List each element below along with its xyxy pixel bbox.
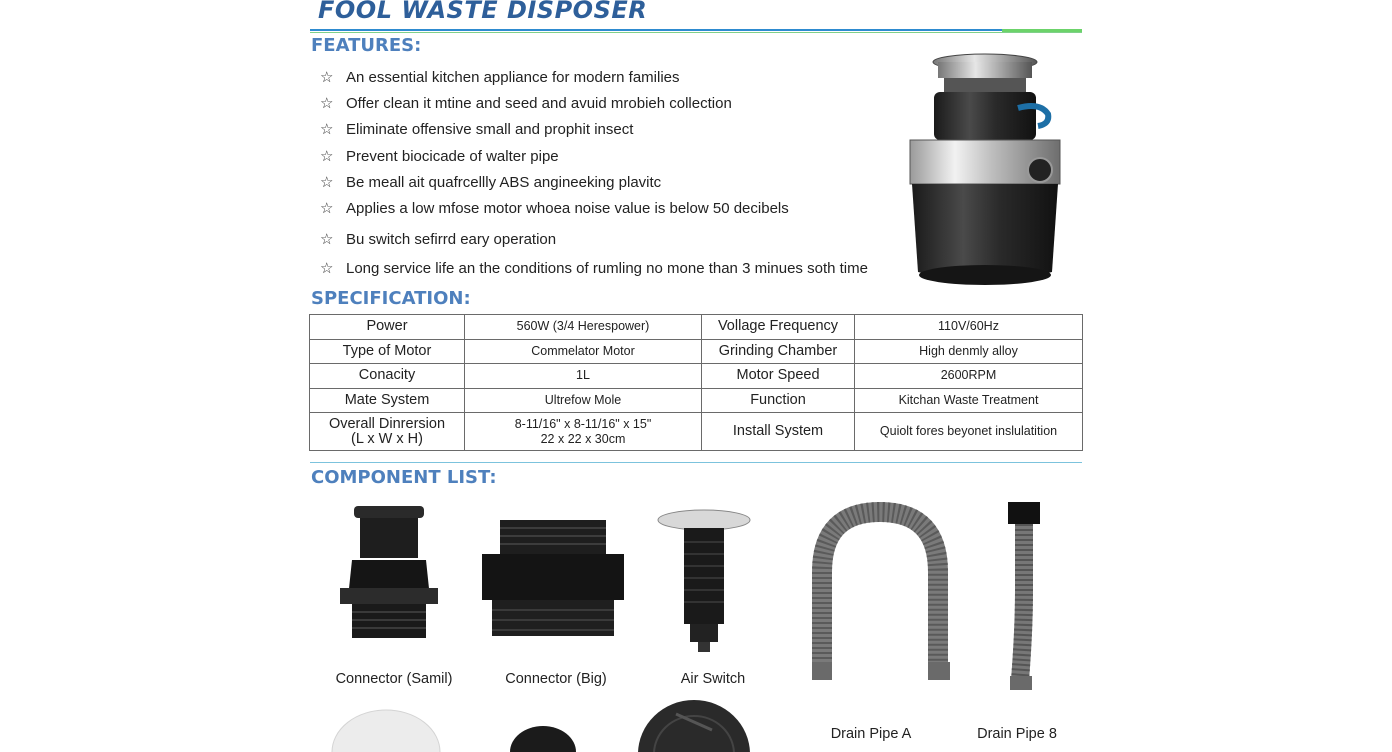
- specification-table: [309, 314, 1083, 451]
- spec-label: Function: [702, 388, 855, 413]
- specification-heading: SPECIFICATION:: [311, 288, 471, 309]
- star-outline-icon: ☆: [320, 200, 334, 217]
- star-outline-icon: ☆: [320, 260, 334, 277]
- feature-item: ☆ Long service life an the conditions of rumling no mone than 3 minues soth time: [320, 260, 868, 277]
- component-label-air-switch: Air Switch: [680, 671, 746, 687]
- star-outline-icon: ☆: [320, 148, 334, 165]
- star-outline-icon: ☆: [320, 231, 334, 248]
- star-outline-icon: ☆: [320, 95, 334, 112]
- spec-label: Power: [310, 315, 465, 340]
- splash-guard-image: [330, 708, 442, 752]
- stopper-image: [508, 722, 578, 752]
- title-divider-secondary: [310, 32, 1082, 33]
- star-outline-icon: ☆: [320, 69, 334, 86]
- component-list-heading: COMPONENT LIST:: [311, 467, 497, 488]
- component-label-connector-big: Connector (Big): [505, 671, 607, 687]
- star-outline-icon: ☆: [320, 121, 334, 138]
- feature-item: ☆ Offer clean it mtine and seed and avuid mrobieh collection: [320, 95, 732, 112]
- star-outline-icon: ☆: [320, 174, 334, 191]
- table-row: [310, 315, 1083, 340]
- feature-item: ☆ Prevent biocicade of walter pipe: [320, 148, 559, 165]
- spec-value: 110V/60Hz: [855, 315, 1083, 340]
- spec-value: 1L: [465, 364, 702, 389]
- spec-value: High denmly alloy: [855, 339, 1083, 364]
- feature-item: ☆ An essential kitchen appliance for modern families: [320, 69, 680, 86]
- spec-label: Mate System: [310, 388, 465, 413]
- feature-item: ☆ Bu switch sefirrd eary operation: [320, 231, 557, 248]
- waste-disposer-image: [900, 50, 1070, 290]
- spec-label: Motor Speed: [702, 364, 855, 389]
- features-heading: FEATURES:: [311, 35, 422, 56]
- spec-label: Install System: [702, 413, 855, 451]
- spec-value: 2600RPM: [855, 364, 1083, 389]
- page-title: FOOL WASTE DISPOSER: [318, 0, 648, 24]
- component-label-drain-pipe-b: Drain Pipe 8: [977, 726, 1057, 742]
- section-divider: [310, 462, 1082, 463]
- spec-label: Vollage Frequency: [702, 315, 855, 340]
- connector-small-image: [334, 502, 444, 644]
- table-row: [310, 364, 1083, 389]
- drain-pipe-b-image: [1000, 500, 1050, 694]
- drain-pipe-a-image: [800, 502, 960, 688]
- flange-cover-image: [636, 696, 752, 752]
- table-row: [310, 388, 1083, 413]
- table-row: [310, 413, 1083, 451]
- title-divider: [310, 29, 1082, 31]
- spec-value: Ultrefow Mole: [465, 388, 702, 413]
- connector-big-image: [480, 518, 626, 642]
- spec-value: Kitchan Waste Treatment: [855, 388, 1083, 413]
- spec-value: 560W (3/4 Herespower): [465, 315, 702, 340]
- feature-item: ☆ Applies a low mfose motor whoea noise value is below 50 decibels: [320, 200, 789, 217]
- spec-value: 8-11/16" x 8-11/16" x 15" 22 x 22 x 30cm: [465, 413, 702, 451]
- spec-label: Type of Motor: [310, 339, 465, 364]
- spec-label: Grinding Chamber: [702, 339, 855, 364]
- spec-value: Quiolt fores beyonet inslulatition: [855, 413, 1083, 451]
- feature-item: ☆ Eliminate offensive small and prophit insect: [320, 121, 634, 138]
- table-row: [310, 339, 1083, 364]
- component-label-connector-small: Connector (Samil): [335, 671, 453, 687]
- component-label-drain-pipe-a: Drain Pipe A: [830, 726, 912, 742]
- spec-value: Commelator Motor: [465, 339, 702, 364]
- spec-label: Conacity: [310, 364, 465, 389]
- title-divider-accent: [1002, 29, 1082, 32]
- air-switch-image: [654, 508, 754, 654]
- spec-label: Overall Dinrersion (L x W x H): [310, 413, 465, 451]
- feature-item: ☆ Be meall ait quafrcellly ABS angineeking plavitc: [320, 174, 662, 191]
